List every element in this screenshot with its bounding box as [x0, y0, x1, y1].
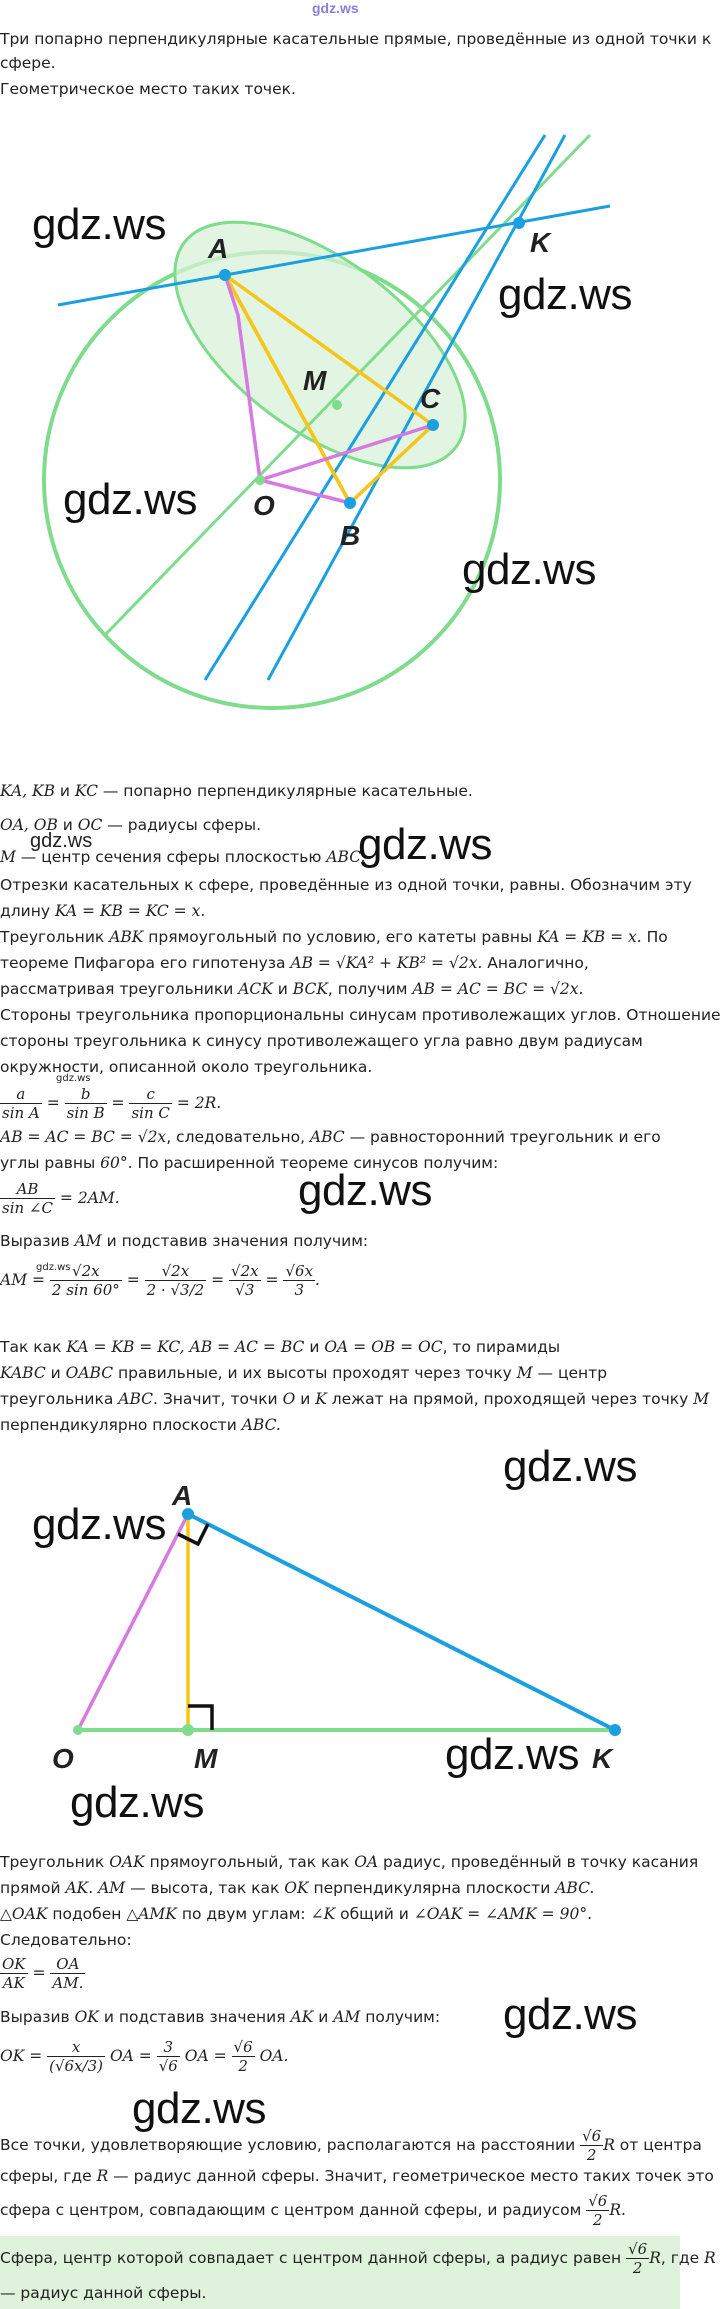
watermark: gdz.ws: [503, 1442, 637, 1491]
point-a: [219, 269, 231, 281]
solution2-line-4: Следовательно:: [0, 1931, 132, 1949]
watermark: gdz.ws: [132, 2084, 266, 2133]
solution-line-11: окружности, описанной около треугольника.: [0, 1058, 373, 1076]
watermark: gdz.ws: [498, 270, 632, 319]
ok-formula: OK = $\frac{x}{(√6x/3)}$ OA = $\frac{3}{√6}$ OA = $\frac{√6}{2}$ OA.: [0, 2038, 289, 2075]
label-a: A: [172, 1480, 193, 1511]
label-c: C: [420, 383, 441, 414]
point-c: [427, 419, 439, 431]
watermark: gdz.ws: [32, 200, 166, 249]
watermark: gdz.ws: [56, 1073, 91, 1084]
label-a: A: [208, 233, 229, 264]
label-o: O: [52, 1743, 74, 1774]
label-m: M: [303, 365, 327, 396]
watermark: gdz.ws: [503, 1990, 637, 2039]
watermark: gdz.ws: [70, 1778, 204, 1827]
answer-line-1: Сфера, центр которой совпадает с центром данной сферы, а радиус равен $\frac{√6}{2}$ R, где R: [0, 2240, 716, 2277]
segment-ak: [188, 1514, 615, 1730]
point-m: [332, 400, 342, 410]
label-k: K: [592, 1743, 613, 1774]
answer-line-2: — радиус данной сферы.: [0, 2284, 207, 2302]
point-k: [513, 217, 525, 229]
watermark: gdz.ws: [36, 1262, 71, 1273]
solution-line-4: Отрезки касательных к сфере, проведённые из одной точки, равны. Обозначим эту: [0, 876, 692, 894]
solution-line-8: рассматривая треугольники ACK и BCK, получим AB = AC = BC = √2x.: [0, 980, 584, 998]
watermark: gdz.ws: [32, 1500, 166, 1549]
point-o: [73, 1725, 83, 1735]
solution-line-9: Стороны треугольника пропорциональны синусам противолежащих углов. Отношение: [0, 1006, 721, 1024]
solution-line-17: треугольника ABC. Значит, точки O и K лежат на прямой, проходящей через точку M: [0, 1390, 710, 1408]
solution-line-3: M — центр сечения сферы плоскостью ABC.: [0, 848, 366, 866]
solution-line-1: KA, KB и KC — попарно перпендикулярные касательные.: [0, 782, 473, 800]
solution-line-10: стороны треугольника к синусу противолежащего угла равно двум радиусам: [0, 1032, 643, 1050]
point-o: [255, 475, 265, 485]
am-formula: AM = $\frac{√2x}{2 \sin 60^\circ}$ = $\frac{√2x}{2 \cdot √3/2}$ = $\frac{√2x}{√3}$ = $\frac{√6x}{3}$ .: [0, 1262, 320, 1299]
point-k: [609, 1724, 621, 1736]
watermark: gdz.ws: [298, 1166, 432, 1215]
solution-line-2: OA, OB и OC — радиусы сферы.: [0, 816, 262, 834]
tangent-line-kc: [205, 135, 545, 680]
solution2-line-2: прямой AK. AM — высота, так как OK перпендикулярна плоскости ABC.: [0, 1879, 595, 1897]
solution-line-12: AB = AC = BC = √2x, следовательно, ABC — равносторонний треугольник и его: [0, 1128, 661, 1146]
problem-line-1: Три попарно перпендикулярные касательные прямые, проведённые из одной точки к: [0, 30, 712, 48]
watermark: gdz.ws: [445, 1730, 579, 1779]
solution-line-16: KABC и OABC правильные, и их высоты проходят через точку M — центр: [0, 1364, 608, 1382]
solution2-line-5: Выразив OK и подставив значения AK и AM получим:: [0, 2008, 441, 2026]
label-k: K: [530, 227, 551, 258]
solution2-line-7: сферы, где R — радиус данной сферы. Значит, геометрическое место таких точек это: [0, 2167, 714, 2185]
solution2-line-8: сфера с центром, совпадающим с центром данной сферы, и радиусом $\frac{√6}{2}$ R.: [0, 2192, 626, 2229]
problem-line-3: Геометрическое место таких точек.: [0, 80, 296, 98]
solution-line-5: длину KA = KB = KC = x.: [0, 902, 206, 920]
point-b: [344, 497, 356, 509]
label-o: O: [253, 490, 275, 521]
watermark: gdz.ws: [30, 830, 93, 852]
label-b: B: [340, 520, 361, 551]
solution2-line-3: △OAK подобен △AMK по двум углам: ∠K общий и ∠OAK = ∠AMK = 90°.: [0, 1905, 592, 1923]
point-m: [182, 1724, 194, 1736]
solution-line-6: Треугольник ABK прямоугольный по условию, его катеты равны KA = KB = x. По: [0, 928, 668, 946]
label-m: M: [194, 1743, 218, 1774]
site-logo[interactable]: gdz.ws: [312, 0, 359, 16]
ab-formula: $\frac{AB}{\sin \angle C}$ = 2AM.: [2, 1180, 120, 1217]
solution-line-15: Так как KA = KB = KC, AB = AC = BC и OA = OB = OC, то пирамиды: [0, 1338, 561, 1356]
problem-line-2: сфере.: [0, 54, 56, 72]
watermark: gdz.ws: [358, 820, 492, 869]
solution2-line-1: Треугольник OAK прямоугольный, так как OA радиус, проведённый в точку касания: [0, 1853, 699, 1871]
solution-line-7: теореме Пифагора его гипотенуза AB = √KA² + KB² = √2x. Аналогично,: [0, 954, 589, 972]
watermark: gdz.ws: [462, 545, 596, 594]
solution-line-14: Выразив AM и подставив значения получим:: [0, 1232, 369, 1250]
solution2-line-6: Все точки, удовлетворяющие условию, располагаются на расстоянии $\frac{√6}{2}$ R от центра: [0, 2127, 702, 2164]
sine-law-formula: $\frac{a}{\text{sin A}}$ = $\frac{b}{\text{sin B}}$ = $\frac{c}{\text{sin C}}$ = 2R.: [2, 1085, 222, 1122]
ratio-formula: $\frac{OK}{AK}$ = $\frac{OA}{AM.}$: [2, 1955, 84, 1992]
solution-line-13: углы равны 60°. По расширенной теореме синусов получим:: [0, 1154, 499, 1172]
watermark: gdz.ws: [63, 475, 197, 524]
solution-line-18: перпендикулярно плоскости ABC.: [0, 1416, 281, 1434]
